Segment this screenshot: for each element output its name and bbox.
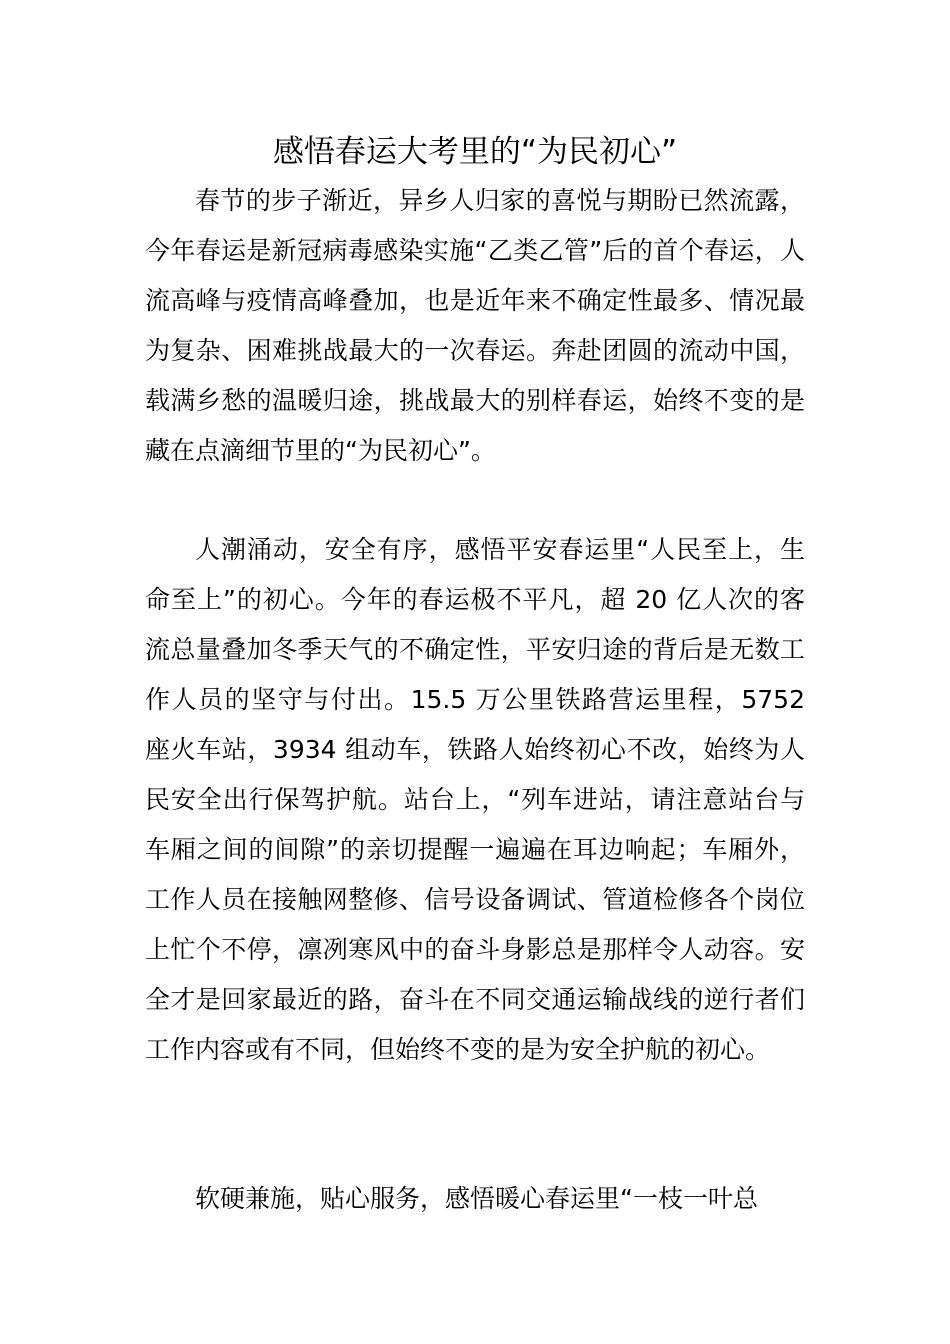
paragraph-intro: 春节的步子渐近，异乡人归家的喜悦与期盼已然流露，今年春运是新冠病毒感染实施“乙类乙管”后的首个春运，人流高峰与疫情高峰叠加，也是近年来不确定性最多、情况最为复杂、困难挑战最大的一次春运。奔赴团圆的流动中国，载满乡愁的温暖归途，挑战最大的别样春运，始终不变的是藏在点滴细节里的“为民初心”。 [145, 186, 805, 465]
document-title: 感悟春运大考里的“为民初心” [272, 134, 678, 170]
paragraph-safety: 人潮涌动，安全有序，感悟平安春运里“人民至上，生命至上”的初心。今年的春运极不平凡，超 20 亿人次的客流总量叠加冬季天气的不确定性，平安归途的背后是无数工作人员的坚守与付出。15.5 万公里铁路营运里程，5752 座火车站，3934 组动车，铁路人始终初心不改，始终为人民安全出行保驾护航。站台上，“列车进站，请注意站台与车厢之间的间隙”的亲切提醒一遍遍在耳边响起；车厢外，工作人员在接触网整修、信号设备调试、管道检修各个岗位上忙个不停，凛冽寒风中的奋斗身影总是那样令人动容。安全才是回家最近的路，奋斗在不同交通运输战线的逆行者们工作内容或有不同，但始终不变的是为安全护航的初心。 [145, 535, 805, 1064]
paragraph-service: 软硬兼施，贴心服务，感悟暖心春运里“一枝一叶总 [195, 1184, 758, 1213]
